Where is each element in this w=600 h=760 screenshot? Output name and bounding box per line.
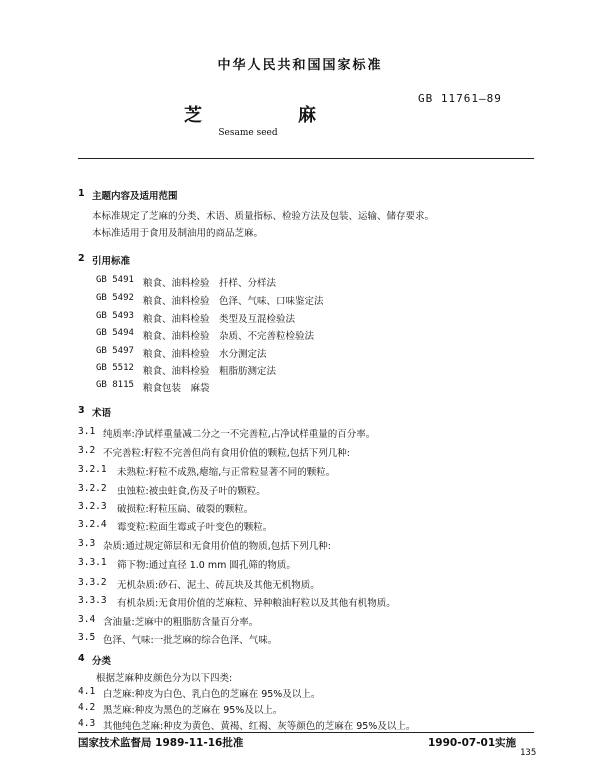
term-id: 3.1 bbox=[78, 426, 96, 437]
ref-standard-code: GB 8115 bbox=[96, 380, 134, 390]
section-3-heading: 术语 bbox=[92, 408, 112, 419]
ref-standard-title: 粮食、油料检验 粗脂肪测定法 bbox=[143, 366, 277, 377]
ref-standard-title: 粮食、油料检验 扦样、分样法 bbox=[143, 278, 277, 289]
document-title-part1: 芝 bbox=[184, 105, 202, 126]
page-number: 135 bbox=[520, 748, 537, 758]
term-id: 3.3.1 bbox=[78, 557, 107, 568]
section-1-heading: 主题内容及适用范围 bbox=[92, 191, 178, 202]
section-1-paragraph: 本标准适用于食用及制油用的商品芝麻。 bbox=[92, 228, 264, 239]
ref-standard-code: GB 5492 bbox=[96, 293, 134, 303]
standard-code: GB 11761—89 bbox=[418, 92, 502, 105]
section-4-heading: 分类 bbox=[92, 656, 112, 667]
term-definition: 杂质:通过规定筛层和无食用价值的物质,包括下列几种: bbox=[103, 541, 331, 552]
category-definition: 黑芝麻:种皮为黑色的芝麻在 95%及以上。 bbox=[103, 705, 283, 716]
ref-standard-code: GB 5512 bbox=[96, 363, 134, 373]
section-2-heading: 引用标准 bbox=[92, 256, 131, 267]
ref-standard-title: 粮食、油料检验 水分测定法 bbox=[143, 349, 267, 360]
category-id: 4.3 bbox=[78, 718, 96, 729]
term-id: 3.4 bbox=[78, 614, 96, 625]
term-definition: 无机杂质:砂石、泥土、砖瓦块及其他无机物质。 bbox=[117, 580, 320, 591]
term-id: 3.3 bbox=[78, 538, 96, 549]
term-definition: 纯质率:净试样重量减二分之一不完善粒,占净试样重量的百分率。 bbox=[103, 429, 376, 440]
document-subtitle-en: Sesame seed bbox=[218, 128, 278, 138]
ref-standard-code: GB 5494 bbox=[96, 328, 134, 338]
section-4-intro: 根据芝麻种皮颜色分为以下四类: bbox=[96, 673, 233, 684]
term-definition: 霉变粒:粒面生霉或子叶变色的颗粒。 bbox=[117, 522, 273, 533]
term-definition: 含油量:芝麻中的粗脂肪含量百分率。 bbox=[103, 617, 259, 628]
section-2-number: 2 bbox=[78, 253, 85, 264]
term-definition: 未熟粒:籽粒不成熟,瘪缩,与正常粒显著不同的颗粒。 bbox=[117, 467, 336, 478]
footer-divider bbox=[78, 732, 534, 733]
term-definition: 有机杂质:无食用价值的芝麻粒、异种粮油籽粒以及其他有机物质。 bbox=[117, 598, 396, 609]
term-id: 3.3.2 bbox=[78, 577, 107, 588]
term-id: 3.2.1 bbox=[78, 464, 107, 475]
document-title-part2: 麻 bbox=[298, 105, 316, 126]
ref-standard-title: 粮食包装 麻袋 bbox=[143, 383, 210, 394]
term-id: 3.3.3 bbox=[78, 595, 107, 606]
ref-standard-code: GB 5497 bbox=[96, 346, 134, 356]
term-id: 3.2.4 bbox=[78, 519, 107, 530]
approval-line: 国家技术监督局 1989-11-16批准 bbox=[78, 737, 244, 749]
implementation-date: 1990-07-01实施 bbox=[428, 737, 517, 749]
term-id: 3.5 bbox=[78, 632, 96, 643]
category-id: 4.1 bbox=[78, 686, 96, 697]
ref-standard-title: 粮食、油料检验 杂质、不完善粒检验法 bbox=[143, 331, 315, 342]
section-1-paragraph: 本标准规定了芝麻的分类、术语、质量指标、检验方法及包装、运输、储存要求。 bbox=[92, 211, 435, 222]
section-1-number: 1 bbox=[78, 188, 85, 199]
term-id: 3.2.3 bbox=[78, 501, 107, 512]
category-id: 4.2 bbox=[78, 702, 96, 713]
issuing-country: 中华人民共和国国家标准 bbox=[217, 58, 383, 73]
term-id: 3.2 bbox=[78, 445, 96, 456]
ref-standard-title: 粮食、油料检验 类型及互混检验法 bbox=[143, 314, 296, 325]
term-definition: 不完善粒:籽粒不完善但尚有食用价值的颗粒,包括下列几种: bbox=[103, 448, 350, 459]
ref-standard-title: 粮食、油料检验 色泽、气味、口味鉴定法 bbox=[143, 296, 324, 307]
term-definition: 筛下物:通过直径 1.0 mm 圆孔筛的物质。 bbox=[117, 560, 296, 571]
category-definition: 白芝麻:种皮为白色、乳白色的芝麻在 95%及以上。 bbox=[103, 689, 321, 700]
ref-standard-code: GB 5493 bbox=[96, 311, 134, 321]
ref-standard-code: GB 5491 bbox=[96, 275, 134, 285]
header-divider bbox=[78, 158, 534, 159]
term-definition: 破损粒:籽粒压扁、破裂的颗粒。 bbox=[117, 504, 254, 515]
section-4-number: 4 bbox=[78, 653, 85, 664]
term-id: 3.2.2 bbox=[78, 483, 107, 494]
term-definition: 色泽、气味:一批芝麻的综合色泽、气味。 bbox=[103, 635, 278, 646]
term-definition: 虫蚀粒:被虫蛀食,伤及子叶的颗粒。 bbox=[117, 486, 266, 497]
category-definition: 其他纯色芝麻:种皮为黄色、黄褐、红褐、灰等颜色的芝麻在 95%及以上。 bbox=[103, 721, 416, 732]
section-3-number: 3 bbox=[78, 405, 85, 416]
